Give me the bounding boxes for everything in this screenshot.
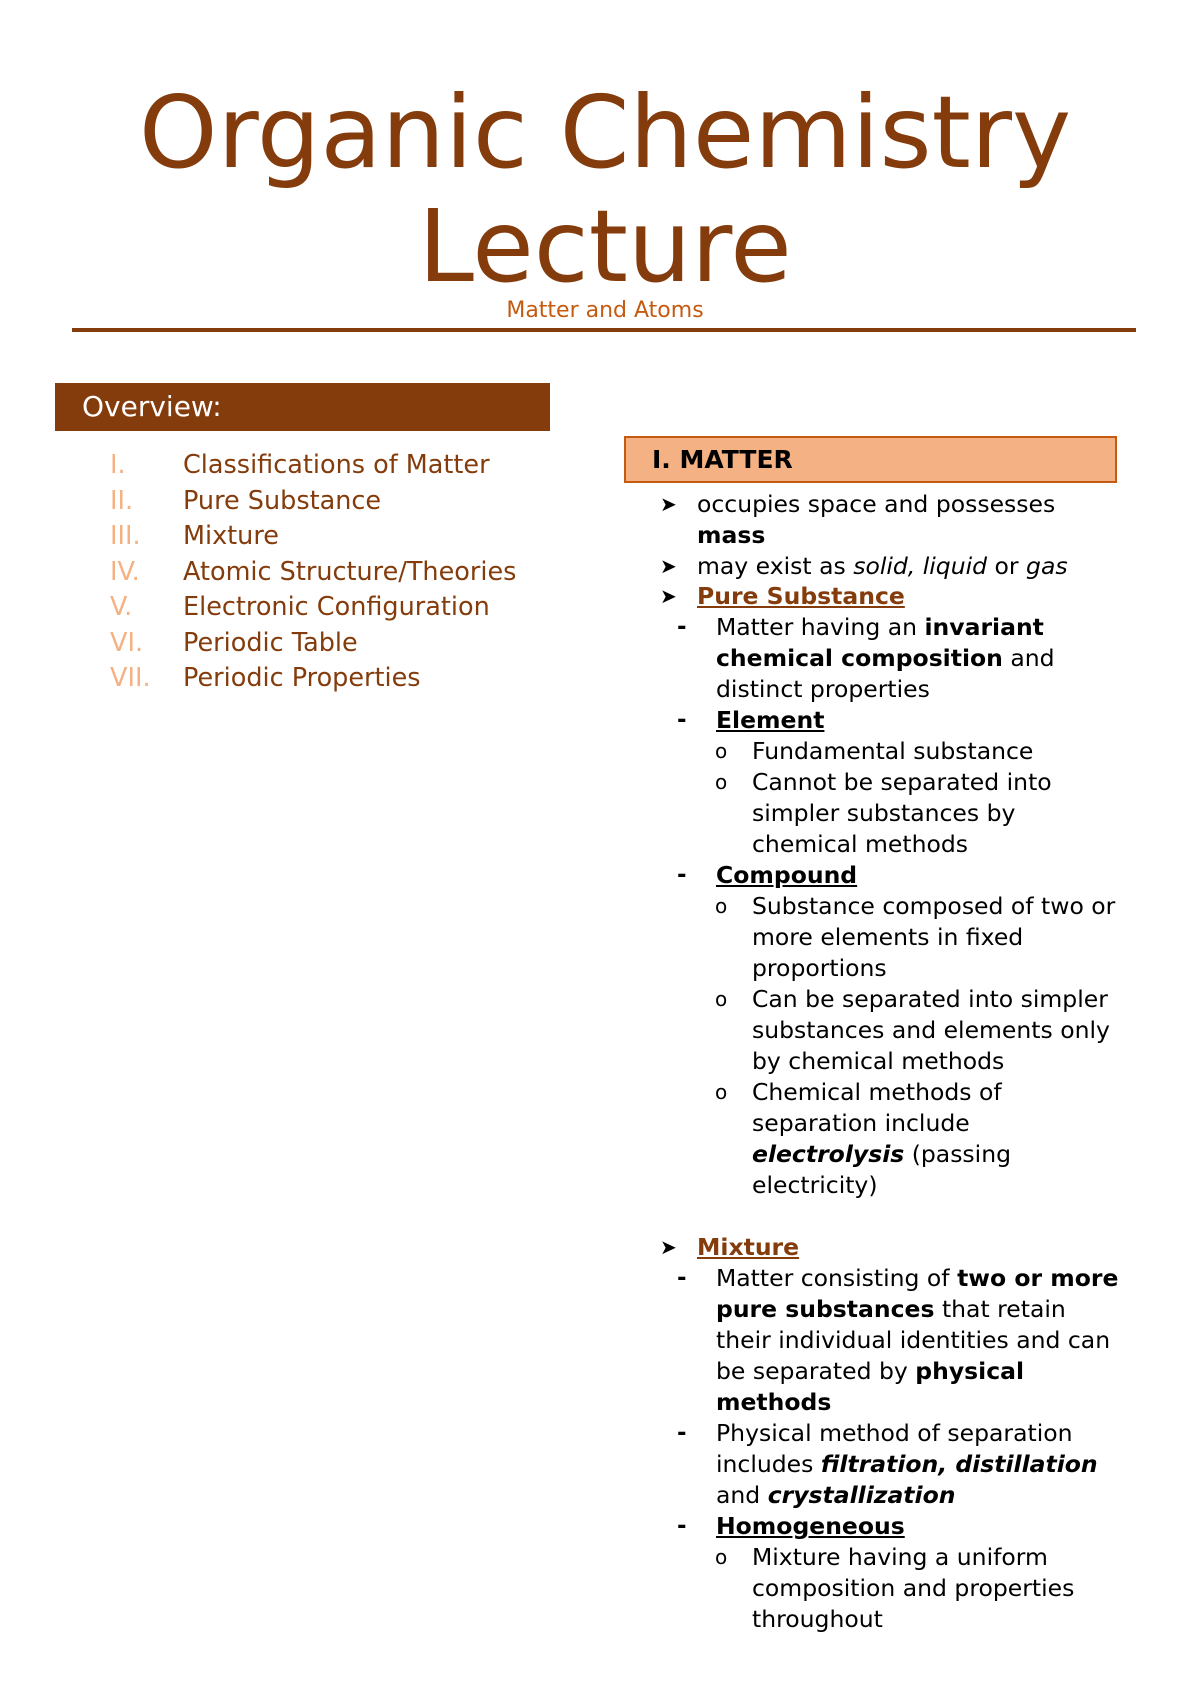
list-number: IV.	[110, 556, 140, 587]
text-bold: two or more	[957, 1264, 1119, 1292]
circle-bullet-icon: o	[715, 1545, 728, 1569]
physical-method-line: Physical method of separation	[716, 1419, 1073, 1447]
list-number: I.	[110, 450, 126, 480]
element-point: simpler substances by	[752, 799, 1016, 827]
list-number: V.	[110, 592, 133, 622]
list-number: II.	[110, 485, 134, 516]
compound-point: Chemical methods of	[752, 1078, 1002, 1106]
list-number: VI.	[110, 627, 144, 658]
compound-point: Substance composed of two or	[752, 892, 1116, 920]
list-label: Classifications of Matter	[183, 450, 490, 480]
text: (passing	[904, 1140, 1012, 1168]
title-line-1: Organic Chemistry	[138, 74, 1072, 191]
text-bold-italic: filtration, distillation	[820, 1450, 1098, 1478]
compound-heading: Compound	[716, 861, 858, 889]
definition-line: methods	[716, 1388, 832, 1416]
text: may exist as	[697, 552, 854, 580]
title-line-2: Lecture	[418, 188, 792, 305]
text-bold-italic: electrolysis	[752, 1140, 905, 1168]
compound-point: Can be separated into simpler	[752, 985, 1108, 1013]
circle-bullet-icon: o	[715, 739, 728, 763]
subtitle: Matter and Atoms	[506, 298, 704, 323]
arrow-bullet-icon: ➤	[660, 492, 677, 516]
compound-point: more elements in fixed	[752, 923, 1024, 951]
compound-point: electricity)	[752, 1171, 878, 1199]
list-label: Electronic Configuration	[183, 592, 490, 622]
text-bold: physical	[915, 1357, 1025, 1385]
arrow-bullet-icon: ➤	[660, 584, 677, 608]
compound-point: substances and elements only	[752, 1016, 1110, 1044]
definition-line	[716, 1263, 1118, 1294]
element-point: Fundamental substance	[752, 737, 1034, 765]
dash-bullet: -	[677, 1513, 687, 1539]
list-number: VII.	[110, 663, 151, 693]
list-label: Periodic Table	[183, 627, 358, 658]
matter-occupies-line: occupies space and possesses	[697, 490, 1056, 518]
definition-line: their individual identities and can	[716, 1326, 1111, 1354]
homogeneous-heading: Homogeneous	[716, 1512, 905, 1540]
text: and	[1002, 644, 1055, 672]
list-label: Pure Substance	[183, 485, 382, 516]
dash-bullet: -	[677, 614, 687, 640]
definition-line: distinct properties	[716, 675, 930, 703]
text: that retain	[934, 1295, 1066, 1323]
text-bold-italic: crystallization	[767, 1481, 956, 1509]
dash-bullet: -	[677, 707, 687, 733]
compound-point: separation include	[752, 1109, 970, 1137]
definition-line	[716, 1356, 1024, 1387]
mixture-heading: Mixture	[697, 1233, 800, 1261]
element-heading: Element	[716, 706, 825, 734]
compound-point: by chemical methods	[752, 1047, 1005, 1075]
pure-substance-heading: Pure Substance	[697, 582, 905, 610]
text-bold: chemical composition	[716, 644, 1003, 672]
text-bold: invariant	[924, 613, 1044, 641]
dash-bullet: -	[677, 1265, 687, 1291]
homogeneous-point: Mixture having a uniform	[752, 1543, 1048, 1571]
circle-bullet-icon: o	[715, 987, 728, 1011]
compound-point	[752, 1139, 1011, 1170]
definition-line	[716, 612, 1044, 643]
list-label: Mixture	[183, 521, 279, 551]
text: includes	[716, 1450, 821, 1478]
dash-bullet: -	[677, 1420, 687, 1446]
text: or	[987, 552, 1027, 580]
definition-line	[716, 643, 1055, 674]
arrow-bullet-icon: ➤	[660, 1235, 677, 1259]
list-label: Periodic Properties	[183, 663, 421, 693]
homogeneous-point: throughout	[752, 1605, 883, 1633]
text: Matter consisting of	[716, 1264, 958, 1292]
text: and	[716, 1481, 768, 1509]
circle-bullet-icon: o	[715, 1080, 728, 1104]
matter-states-line	[697, 551, 1068, 582]
overview-heading: Overview:	[55, 383, 550, 431]
arrow-bullet-icon: ➤	[660, 554, 677, 578]
compound-point: proportions	[752, 954, 887, 982]
list-number: III.	[110, 521, 141, 551]
definition-line	[716, 1294, 1066, 1325]
matter-mass: mass	[697, 521, 766, 549]
text: Matter having an	[716, 613, 925, 641]
physical-method-line	[716, 1480, 955, 1511]
homogeneous-point: composition and properties	[752, 1574, 1075, 1602]
list-label: Atomic Structure/Theories	[183, 556, 517, 587]
dash-bullet: -	[677, 862, 687, 888]
text: be separated by	[716, 1357, 916, 1385]
text-bold: pure substances	[716, 1295, 935, 1323]
circle-bullet-icon: o	[715, 894, 728, 918]
element-point: chemical methods	[752, 830, 969, 858]
text-italic: gas	[1026, 552, 1068, 580]
text-italic: solid, liquid	[853, 552, 988, 580]
physical-method-line	[716, 1449, 1098, 1480]
title-divider	[72, 328, 1136, 332]
circle-bullet-icon: o	[715, 770, 728, 794]
element-point: Cannot be separated into	[752, 768, 1052, 796]
matter-heading: I. MATTER	[624, 436, 1117, 483]
